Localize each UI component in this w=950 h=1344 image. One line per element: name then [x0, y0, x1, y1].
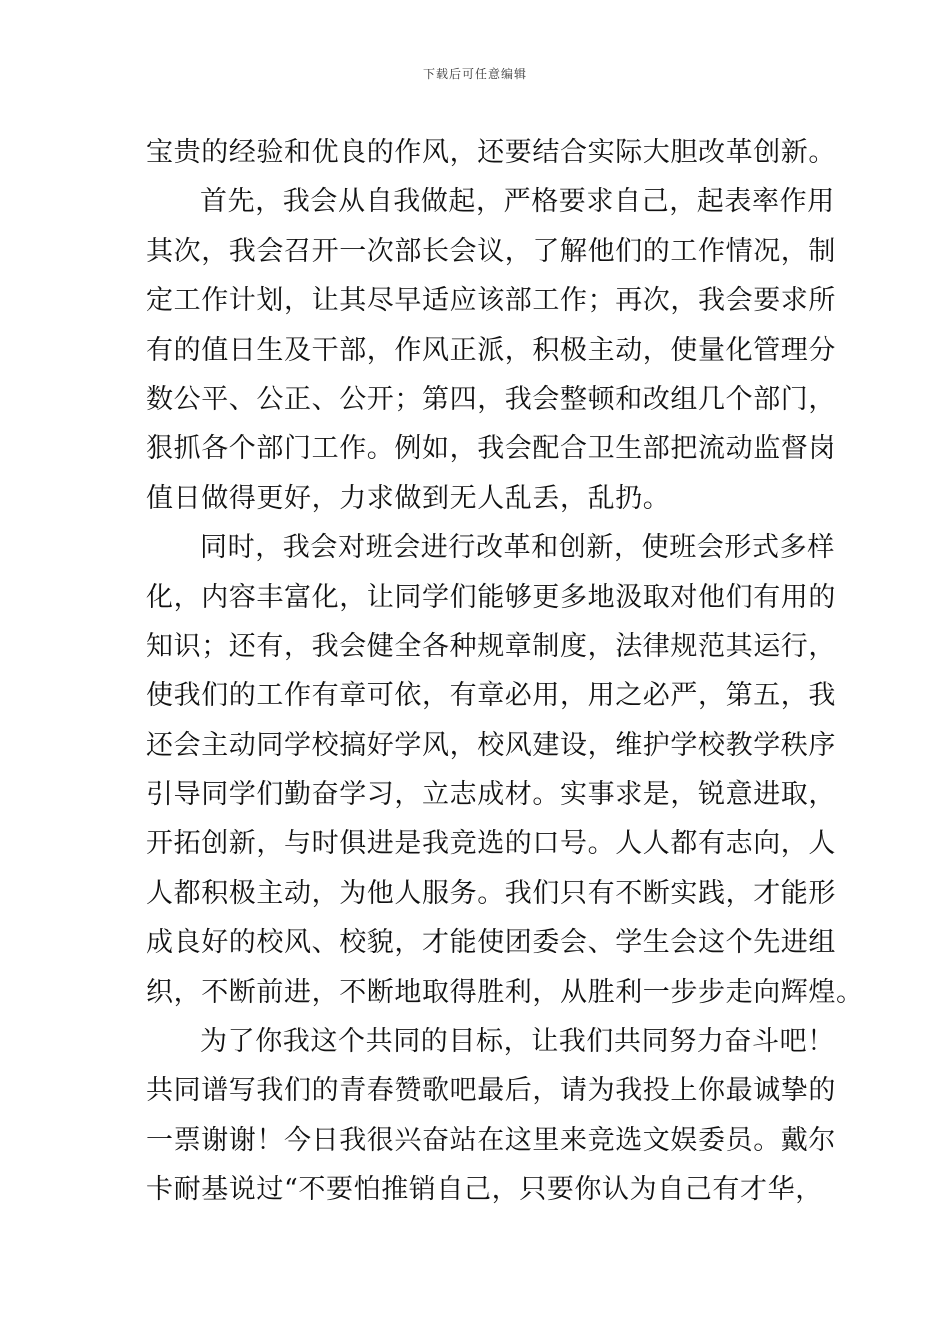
text-line: 引导同学们勤奋学习，立志成材。实事求是，锐意进取， — [146, 779, 836, 811]
text-line: 同时，我会对班会进行改革和创新，使班会形式多样 — [200, 532, 835, 564]
text-line: 使我们的工作有章可依，有章必用，用之必严，第五，我 — [146, 680, 836, 712]
text-line: 为了你我这个共同的目标，让我们共同努力奋斗吧！ — [200, 1026, 835, 1058]
text-line: 值日做得更好，力求做到无人乱丢，乱扔。 — [146, 482, 671, 514]
text-line: 开拓创新，与时俱进是我竞选的口号。人人都有志向，人 — [146, 828, 836, 860]
text-line: 织，不断前进，不断地取得胜利，从胜利一步步走向辉煌。 — [146, 976, 864, 1008]
body-text — [146, 128, 864, 1215]
text-line: 数公平、公正、公开；第四，我会整顿和改组几个部门， — [146, 383, 836, 415]
text-line: 成良好的校风、校貌，才能使团委会、学生会这个先进组 — [146, 927, 836, 959]
text-line: 其次，我会召开一次部长会议，了解他们的工作情况，制 — [146, 235, 836, 267]
text-line: 知识；还有，我会健全各种规章制度，法律规范其运行， — [146, 630, 836, 662]
text-line: 共同谱写我们的青春赞歌吧最后，请为我投上你最诚挚的 — [146, 1075, 836, 1107]
text-line: 有的值日生及干部，作风正派，积极主动，使量化管理分 — [146, 334, 836, 366]
text-line: 还会主动同学校搞好学风，校风建设，维护学校教学秩序 — [146, 729, 836, 761]
text-line: 定工作计划，让其尽早适应该部工作；再次，我会要求所 — [146, 285, 836, 317]
page-header: 下载后可任意编辑 — [422, 67, 527, 81]
text-line: 宝贵的经验和优良的作风，还要结合实际大胆改革创新。 — [146, 137, 836, 168]
text-line: 首先，我会从自我做起，严格要求自己，起表率作用 — [200, 186, 835, 218]
text-line: 卡耐基说过“不要怕推销自己，只要你认为自己有才华， — [146, 1174, 823, 1206]
text-line: 一票谢谢！今日我很兴奋站在这里来竞选文娱委员。戴尔 — [146, 1124, 836, 1156]
text-line: 狠抓各个部门工作。例如，我会配合卫生部把流动监督岗 — [146, 433, 836, 465]
text-line: 人都积极主动，为他人服务。我们只有不断实践，才能形 — [146, 877, 836, 909]
text-line: 化，内容丰富化，让同学们能够更多地汲取对他们有用的 — [146, 581, 836, 613]
